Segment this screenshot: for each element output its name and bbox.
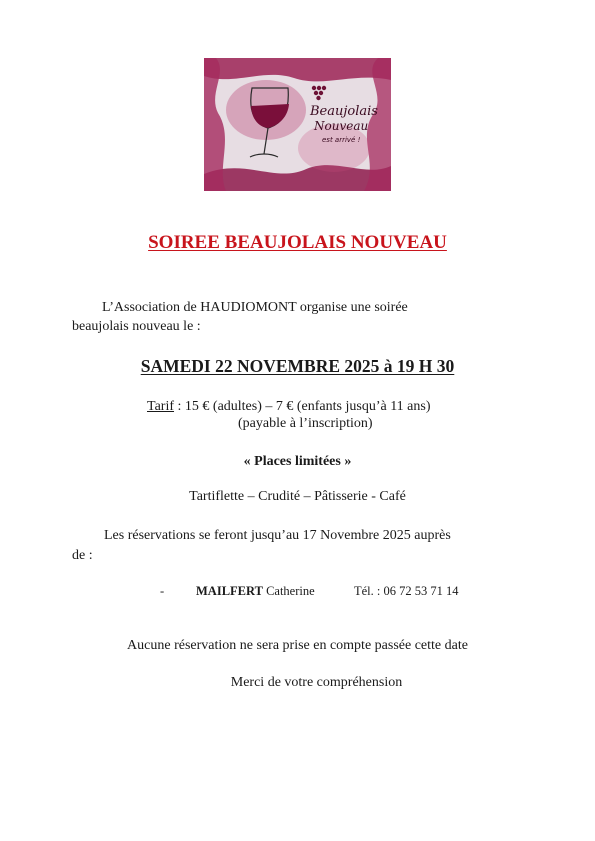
intro-line-2: beaujolais nouveau le : [72,319,201,334]
contact-last-name: MAILFERT [196,584,263,598]
logo-line1: Beaujolais [310,104,378,119]
intro-paragraph [72,298,482,336]
thanks-line: Merci de votre compréhension [230,675,403,690]
places-limitees-note: « Places limitées » [243,454,352,469]
banner-artwork [204,58,391,191]
pricing-details: : 15 € (adultes) – 7 € (enfants jusqu’à 11 ans) [174,399,431,414]
page-title: SOIREE BEAUJOLAIS NOUVEAU [148,232,447,253]
beaujolais-banner-image [204,58,391,191]
event-date: SAMEDI 22 NOVEMBRE 2025 à 19 H 30 [140,356,455,376]
reservation-paragraph [72,526,512,566]
menu-line: Tartiflette – Crudité – Pâtisserie - Café [189,489,406,504]
reservation-line-2: de : [72,548,93,563]
contact-phone: Tél. : 06 72 53 71 14 [354,584,459,598]
pricing-label: Tarif [147,399,175,414]
logo-line3: est arrivé ! [322,136,361,144]
reservation-line-1: Les réservations se feront jusqu’au 17 Novembre 2025 auprès [104,528,451,543]
contact-dash: - [160,584,165,598]
intro-line-1: L’Association de HAUDIOMONT organise une soirée [102,300,408,315]
payment-note: (payable à l’inscription) [238,416,373,431]
deadline-notice: Aucune réservation ne sera prise en compte passée cette date [127,638,468,653]
contact-name [196,584,315,599]
contact-first-name: Catherine [262,584,315,598]
pricing-line [147,397,431,416]
logo-line2: Nouveau [314,119,369,133]
